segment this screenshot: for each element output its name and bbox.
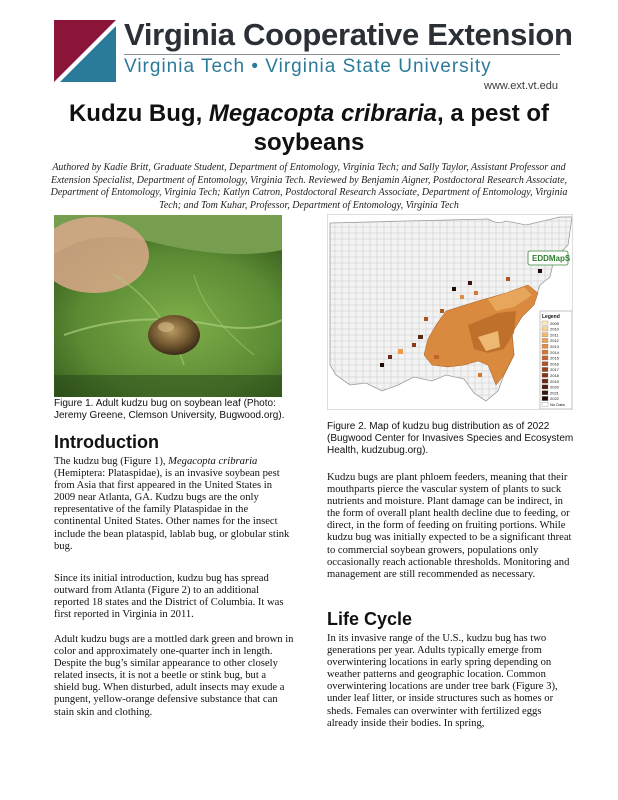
header-divider <box>124 54 560 55</box>
legend-swatch <box>542 327 548 331</box>
intro-p1-start: The kudzu bug (Figure 1), <box>54 456 169 467</box>
legend-swatch <box>542 396 548 400</box>
legend-label: 2019 <box>550 378 559 384</box>
document-title <box>40 99 578 157</box>
intro-paragraph-3: Adult kudzu bugs are a mottled dark green and brown in color and approximately one-quarter inch in length. Despite the bug’s similar appearance to other closely related insects, it is not a beetle or stink bug, but a shield bug. When disturbed, adult insects may exude a pungent, yellow-orange defensive substance that can stain skin and clothing. <box>54 634 294 718</box>
legend-label: 2022 <box>550 396 559 402</box>
legend-label: 2021 <box>550 390 559 396</box>
kudzu-bug-photo <box>54 215 282 397</box>
legend-swatch <box>542 338 548 342</box>
intro-paragraph-1 <box>54 456 294 553</box>
eddmaps-logo-text: EDDMapS <box>532 254 571 263</box>
org-subtitle: Virginia Tech • Virginia State University <box>124 56 492 77</box>
legend-label: 2014 <box>550 349 559 355</box>
feeding-paragraph: Kudzu bugs are plant phloem feeders, meaning that their mouthparts pierce the vascular system of plants to suck nutrients and moisture. Plant damage can be indirect, in the form of overall plant health decline due to feeding, or direct, in the form of feeding on fruiting portions. While kudzu bug was initially expected to be a significant threat to commercial soybean growers, populations only occasionally reach actionable thresholds. Monitoring and management are still recommended as necessary. <box>327 472 572 580</box>
figure-1-caption: Figure 1. Adult kudzu bug on soybean leaf (Photo: Jeremy Greene, Clemson University, Bugwood.org). <box>54 398 285 421</box>
legend-swatch <box>542 344 548 348</box>
legend-label: 2016 <box>550 361 559 367</box>
legend-label: 2017 <box>550 367 559 373</box>
kudzu-bug-distribution-map <box>327 214 573 410</box>
legend-label: 2020 <box>550 384 559 390</box>
legend-swatch <box>542 321 548 325</box>
legend-label: 2013 <box>550 344 559 349</box>
legend-label: 2018 <box>550 373 559 378</box>
legend-swatch <box>542 385 548 389</box>
legend-swatch <box>542 379 548 383</box>
author-byline: Authored by Kadie Britt, Graduate Student, Department of Entomology, Virginia Tech; and Sally Taylor, Assistant Professor and Extension Specialist, Department of Entomology, Virginia Tech. Reviewed by Benjamin Aigner, Postdoctoral Research Associate, Department of Entomology, Virginia Tech; Katlyn Catron, Postdoctoral Research Associate, Department of Entomology, Virginia Tech; and Tom Kuhar, Professor, Department of Entomology, Virginia Tech <box>50 162 568 211</box>
legend-swatch <box>542 356 548 360</box>
life-cycle-heading: Life Cycle <box>327 609 413 629</box>
legend-swatch <box>542 402 548 406</box>
legend-label: 2011 <box>550 332 559 338</box>
legend-label: 2015 <box>550 355 559 361</box>
org-url-link[interactable]: www.ext.vt.edu <box>484 80 558 92</box>
legend-swatch <box>542 373 548 377</box>
legend-swatch <box>542 362 548 366</box>
introduction-heading: Introduction <box>54 432 159 452</box>
intro-paragraph-2: Since its initial introduction, kudzu bug has spread outward from Atlanta (Figure 2) to an additional reported 18 states and the District of Columbia. It was first reported in Virginia in 2011. <box>54 573 284 621</box>
title-species: Megacopta cribraria <box>208 100 438 127</box>
org-name: Virginia Cooperative Extension <box>124 17 573 52</box>
title-part-1: Kudzu Bug, <box>68 100 209 127</box>
legend-title: Legend <box>542 314 560 320</box>
life-cycle-paragraph: In its invasive range of the U.S., kudzu bug has two generations per year. Adults typically emerge from overwintering locations in early spring depending on weather patterns and geographic location. Common overwintering locations are under tree bark (Figure 3), under leaf litter, or inside structures such as homes or sheds. Females can overwinter with fertilized eggs already inside their bodies. In spring, <box>327 633 558 729</box>
legend-swatch <box>542 391 548 395</box>
us-county-map <box>328 215 573 410</box>
legend-swatch <box>542 350 548 354</box>
title-part-2: , a pest of soybeans <box>253 100 550 156</box>
intro-p1-rest: (Hemiptera: Plataspidae), is an invasive soybean pest from Asia that first appeared in the United States in 2009 near Atlanta, GA. Kudzu bugs are the only representative of the family Plataspidae in the continental United States. Other names for the insect include the bean plataspid, lablab bug, or globular stink bug. <box>54 468 290 552</box>
legend-label: 2010 <box>550 326 559 332</box>
legend-swatch <box>542 367 548 371</box>
legend-swatch <box>542 333 548 337</box>
figure-2-caption: Figure 2. Map of kudzu bug distribution as of 2022 (Bugwood Center for Invasives Species and Ecosystem Health, kudzubug.org). <box>327 421 574 456</box>
vce-logo-icon <box>54 20 116 82</box>
legend-label: 2009 <box>550 320 559 326</box>
intro-p1-species: Megacopta cribraria <box>168 456 258 467</box>
legend-label: 2012 <box>550 338 559 344</box>
legend-label: No Data <box>550 402 565 407</box>
